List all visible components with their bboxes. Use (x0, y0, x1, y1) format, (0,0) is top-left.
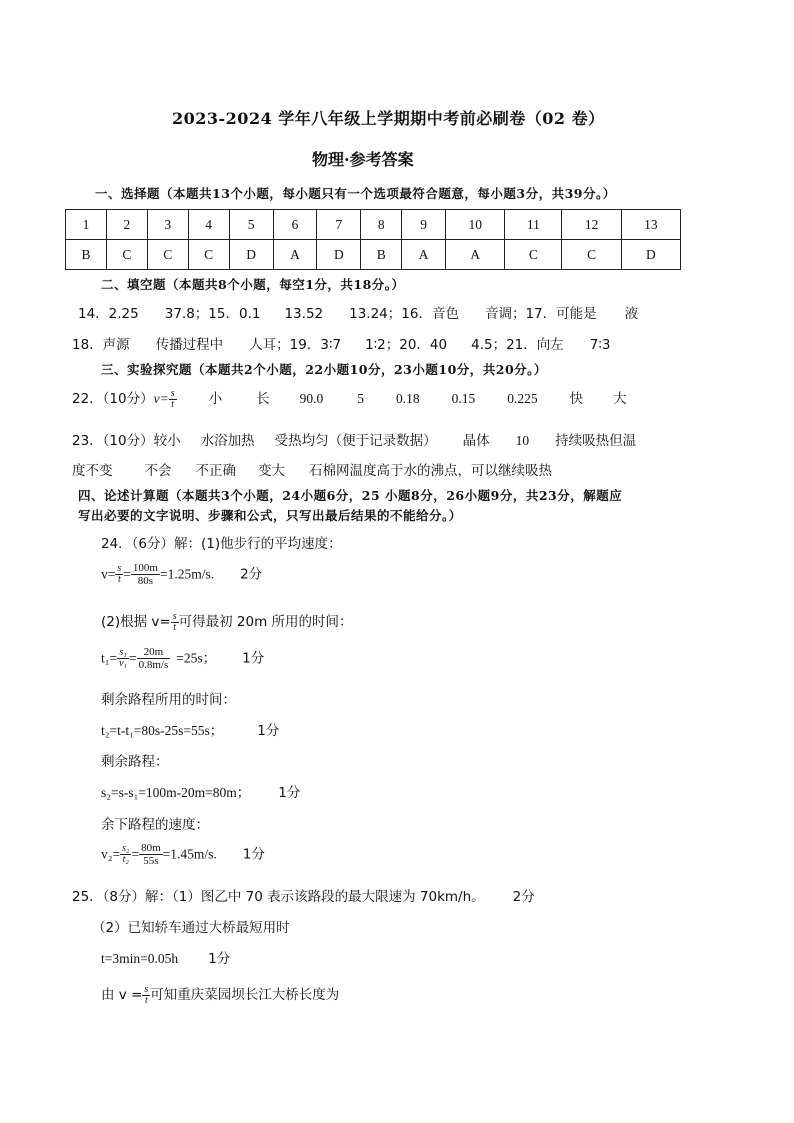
q24-step-8: 余下路程的速度： (101, 817, 209, 833)
q24-result: =25s； (176, 650, 217, 666)
answer-cell: A (273, 240, 317, 270)
section-4-heading-line-2: 写出必要的文字说明、步骤和公式，只写出最后结果的不能给分。） (78, 508, 462, 523)
section-3-heading: 三、实验探究题（本题共2个小题，22小题10分，23小题10分，共20分。） (101, 362, 547, 377)
q24-step-2 (101, 610, 353, 633)
q22-answer: 90.0 (299, 391, 324, 406)
q25-step-3 (101, 947, 230, 967)
q24-fraction: $\frac{100m}{80s}$ (132, 562, 158, 587)
q24-fraction: $\frac{\text{s₂}}{\text{t₂}}$ (122, 843, 130, 865)
q22-answer: 快 (569, 391, 584, 407)
q23-answer: 受热均匀（便于记录数据） (274, 433, 437, 449)
q23-answer: 23．（10分）较小 (72, 433, 181, 449)
question-number-cell: 2 (106, 210, 147, 240)
q22-answer: 0.225 (507, 391, 538, 406)
q24-formula-prefix: v= (101, 566, 116, 582)
q23-answer: 晶体 (462, 433, 490, 449)
q24-result: =1.25m/s. (159, 566, 215, 582)
fill-answer: 4.5；21．向左 (471, 337, 564, 353)
q25-text: 可知重庆菜园坝长江大桥长度为 (150, 987, 340, 1003)
q22-formula-v: v= (153, 391, 169, 406)
answer-cell: D (317, 240, 361, 270)
q24-formula: t₂=t-t₁=80s-25s=55s； (101, 723, 224, 738)
q24-fraction: $\frac{80m}{55s}$ (141, 842, 161, 867)
q24-score: 1分 (257, 723, 280, 739)
q24-step-3: t₁= $\frac{\text{s₁}}{\text{v₁}}$ = $\frac{20m}{0.8m/s}$ =25s； 1分 (101, 646, 265, 671)
page-title: 2023-2024 学年八年级上学期期中考前必刷卷（02 卷） (172, 109, 605, 128)
section-1-heading: 一、选择题（本题共13个小题，每小题只有一个选项最符合题意，每小题3分，共39分。） (95, 186, 616, 201)
q25-score: 2分 (512, 889, 535, 905)
answer-table-answer-row (66, 240, 681, 270)
q22-answer: 0.18 (396, 391, 420, 406)
question-number-cell: 13 (621, 210, 680, 240)
q22-answer-line (72, 387, 627, 410)
answer-cell: C (505, 240, 562, 270)
q22-answer: 长 (256, 391, 270, 407)
answer-cell: A (446, 240, 505, 270)
fill-answer: 14．2.25 (78, 306, 139, 322)
section-4-heading-line-1: 四、论述计算题（本题共3个小题，24小题6分，25 小题8分，26小题9分，共23分，解题应 (78, 488, 623, 503)
q24-intro: 24．（6分）解：(1)他步行的平均速度： (101, 536, 342, 552)
answer-cell: A (402, 240, 446, 270)
q24-formula-prefix: v₂= (101, 846, 121, 862)
answer-cell: C (106, 240, 147, 270)
question-number-cell: 7 (317, 210, 361, 240)
q22-answer: 5 (357, 391, 364, 406)
question-number-cell: 3 (147, 210, 188, 240)
question-number-cell: 4 (188, 210, 229, 240)
answer-cell: D (229, 240, 273, 270)
page-subtitle: 物理·参考答案 (312, 150, 414, 169)
q24-step-1: v= $\frac{s}{t}$ = $\frac{100m}{80s}$ =1.25m/s. 2分 (101, 562, 263, 587)
q23-answer: 不会 (144, 463, 172, 479)
q25-formula: t=3min=0.05h (101, 951, 179, 966)
q23-answer: 石棉网温度高于水的沸点，可以继续吸热 (309, 463, 552, 479)
question-number-cell: 11 (505, 210, 562, 240)
answer-cell: D (621, 240, 680, 270)
question-number-cell: 10 (446, 210, 505, 240)
q25-text: 由 v = (101, 987, 143, 1003)
q23-answer-line-1 (72, 429, 636, 449)
q24-text: (2)根据 v= (101, 614, 171, 630)
q23-answer: 水浴加热 (200, 433, 255, 449)
q24-score: 1分 (242, 650, 265, 667)
q22-answer: 小 (208, 391, 223, 407)
answer-cell: C (188, 240, 229, 270)
q24-step-9: v₂= $\frac{\text{s₂}}{\text{t₂}}$ = $\frac{80m}{55s}$ =1.45m/s. 1分 (101, 842, 265, 867)
fill-answer: 37.8；15．0.1 (164, 306, 261, 322)
q24-formula: s₂=s-s₁=100m-20m=80m； (101, 785, 251, 800)
q25-score: 1分 (208, 951, 231, 967)
fill-answer: 1∶2；20．40 (365, 337, 448, 353)
q24-fraction: $\frac{\text{s₁}}{\text{v₁}}$ (119, 647, 127, 669)
fill-answer: 人耳；19．3∶7 (249, 337, 342, 353)
q22-formula-fraction: $\frac{s}{t}$ (170, 387, 175, 410)
answer-table-number-row (66, 210, 681, 240)
q25-step-4 (101, 983, 339, 1006)
q22-answer: 0.15 (451, 391, 476, 406)
q24-formula-prefix: t₁= (101, 650, 118, 666)
answer-cell: C (562, 240, 621, 270)
question-number-cell: 1 (66, 210, 107, 240)
question-number-cell: 8 (361, 210, 402, 240)
q24-text: 可得最初 20m 所用的时间： (178, 614, 353, 630)
fill-answer: 音调；17．可能是 (484, 306, 597, 322)
q24-step-5 (101, 719, 279, 739)
fill-answer: 液 (624, 306, 639, 322)
q24-step-6: 剩余路程： (101, 754, 169, 770)
q24-fraction: $\frac{s}{t}$ (117, 563, 122, 585)
fill-answers-line-2 (72, 333, 610, 353)
answer-cell: C (147, 240, 188, 270)
question-number-cell: 5 (229, 210, 273, 240)
q25-fraction: $\frac{s}{t}$ (144, 983, 149, 1006)
question-number-cell: 9 (402, 210, 446, 240)
q24-score: 2分 (240, 566, 263, 583)
q25-step-2: （2）已知轿车通过大桥最短用时 (92, 920, 290, 936)
q23-answer: 10 (515, 433, 530, 448)
fill-answers-line-1 (78, 302, 638, 322)
q24-score: 1分 (242, 846, 265, 863)
answer-cell: B (361, 240, 402, 270)
q24-fraction: $\frac{20m}{0.8m/s}$ (138, 646, 169, 671)
q23-answer-line-2 (72, 459, 552, 479)
q23-answer: 持续吸热但温 (555, 433, 637, 449)
q24-result: =1.45m/s. (162, 846, 217, 862)
q23-answer: 度不变 (72, 463, 113, 479)
answer-cell: B (66, 240, 107, 270)
q23-answer: 不正确 (195, 463, 236, 479)
question-number-cell: 6 (273, 210, 317, 240)
answer-table (65, 209, 681, 270)
q24-step-7 (101, 781, 300, 801)
q24-score: 1分 (278, 785, 301, 801)
question-number-cell: 12 (562, 210, 621, 240)
q25-text: 25．（8分）解：（1）图乙中 70 表示该路段的最大限速为 70km/h。 (72, 889, 485, 905)
q22-answer: 大 (613, 391, 627, 407)
fill-answer: 7∶3 (589, 337, 611, 353)
q24-fraction: $\frac{s}{t}$ (172, 610, 177, 633)
section-2-heading: 二、填空题（本题共8个小题，每空1分，共18分。） (101, 277, 405, 292)
q25-step-1 (72, 885, 535, 905)
fill-answer: 18．声源 (72, 337, 130, 353)
q23-answer: 变大 (258, 463, 285, 479)
fill-answer: 13.24；16．音色 (349, 306, 459, 322)
fill-answer: 13.52 (284, 306, 324, 322)
fill-answer: 传播过程中 (155, 337, 224, 353)
q22-prefix: 22．（10分） (72, 391, 154, 407)
q24-step-4: 剩余路程所用的时间： (101, 692, 236, 708)
